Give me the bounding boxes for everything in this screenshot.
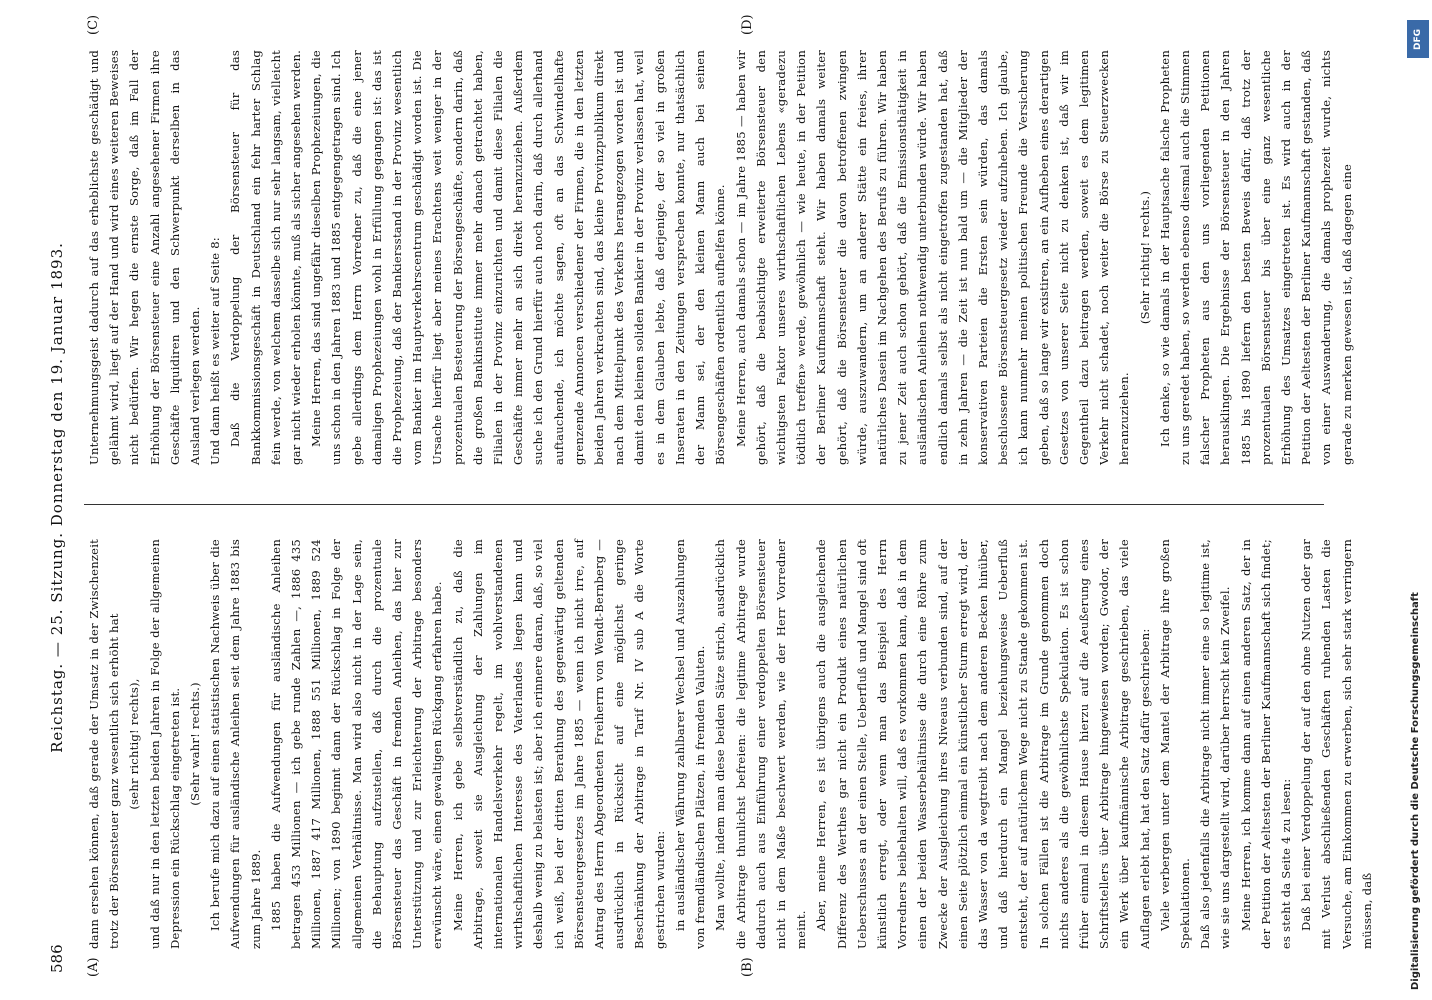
paragraph: Meine Herren, ich gebe selbstverständlich zu, daß die Arbitrage, soweit sie Ausgleichung der Zahlungen im internationalen Handelsverkehr regelt, im wohlverstandenen wirthschaftlichen Interesse des Vaterlandes liegen kann und deshalb wenig zu belasten ist; aber ich erinnere daran, daß, so viel ich weiß, bei der dritten Berathung des gegenwärtig geltenden Börsensteuergesetzes im Jahre 1885 — wenn ich nicht irre, auf Antrag des Herrn Abgeordneten Freiherrn von Wendt-Bernberg — ausdrücklich in Rücksicht auf eine möglichst geringe Beschränkung der Arbitrage in Tarif Nr. IV sub A die Worte gestrichen wurden: [450, 539, 667, 949]
paragraph: (Sehr wahr! rechts.) [188, 682, 203, 806]
left-column [84, 539, 1374, 949]
column-divider [84, 504, 1324, 505]
running-title: Reichstag. — 25. Sitzung. Donnerstag den 19. Januar 1893. [48, 242, 66, 753]
paragraph: Meine Herren, auch damals schon — im Jahre 1885 — haben wir gehört, daß die beabsichtigte erweiterte Börsensteuer den wichtigsten Faktor unseres wirthschaftlichen Lebens «geradezu tödtlich treffen» werde, gewöhnlich — wie heute, in der Petition der Berliner Kaufmannschaft steht. Wir haben damals weiter gehört, daß die Börsensteuer die davon betroffenen zwingen würde, auszuwandern, um an anderer Stätte ein freies, ihrer natürliches Dasein im Nachgehen des Berufs zu führen. Wir haben zu jener Zeit auch schon gehört, daß die Emissionsthätigkeit in ausländischen Anleihen nothwendig unterbunden würde. Wir haben endlich damals selbst als nicht eingetroffen zugestanden hat, daß in zehn Jahren — die Zeit ist nun bald um — die Mitglieder der konservativen Parteien die Ersten sein würden, das damals beschlossene Börsensteuergesetz wieder aufzuheben. Ich glaube, ich kann nunmehr meinen politischen Freunde die Versicherung geben, daß so lange wir existiren, an ein Aufheben eines derartigen Gesetzes von unserer Seite nicht zu denken ist, daß wir im Gegentheil dazu beitragen werden, soweit es dem legitimen Verkehr nicht schadet, noch weiter die Börse zu Steuerzwecken heranzuziehen. [733, 50, 1132, 465]
paragraph: dann ersehen können, daß gerade der Umsatz in der Zwischenzeit trotz der Börsensteuer ganz wesentlich sich erhöht hat [87, 539, 122, 949]
paragraph: Und dann heißt es weiter auf Seite 8: [208, 237, 223, 465]
paragraph: und daß nur in den letzten beiden Jahren in Folge der allgemeinen Depression ein Rückschlag eingetreten ist. [147, 539, 182, 949]
paragraph: Aber, meine Herren, es ist übrigens auch die ausgleichende Differenz des Werthes gar nicht ein Produkt eines natürlichen Ueberschusses an der einen Stelle, Ueberfluß und Mangel sind oft künstlich erregt, oder wenn man das Beispiel des Herrn Vorredners beibehalten will, daß es vorkommen kann, daß in dem einen der beiden Wasserbehältnisse die durch eine Röhre zum Zwecke der Ausgleichung ihres Niveaus verbunden sind, auf der einen Seite plötzlich einmal ein künstlicher Sturm erregt wird, der das Wasser von da wegtreibt nach dem anderen Becken hinüber, und daß hierdurch ein Mangel beziehungsweise Ueberfluß entsteht, der auf natürlichem Wege nicht zu Stande gekommen ist. In solchen Fällen ist die Arbitrage im Grunde genommen doch nichts anderes als die gewöhnlichste Spekulation. Es ist schon früher einmal in diesem Hause hierzu auf die Aeußerung eines Schriftstellers über Arbitrage hingewiesen worden; Gwodor, der ein Werk über kaufmännische Arbitrage geschrieben, das viele Auflagen erlebt hat, hat den Satz dafür geschrieben: [814, 539, 1152, 949]
paragraph: Ich denke, so wie damals in der Hauptsache falsche Propheten zu uns geredet haben, so werden ebenso diesmal auch die Stimmen falscher Propheten aus den uns vorliegenden Petitionen herausklingen. Die Ergebnisse der Börsensteuer in den Jahren 1885 bis 1890 liefern den besten Beweis dafür, daß trotz der prozentualen Börsensteuer bis über eine ganz wesentliche Erhöhung des Umsatzes eingetreten ist. Es wird auch in der Petition der Aeltesten der Berliner Kaufmannschaft gestanden, daß von einer Auswanderung, die damals prophezeit wurde, nichts gerade zu merken gewesen ist, daß dagegen eine [1157, 50, 1354, 465]
page-header [40, 10, 80, 985]
paragraph: Viele verbergen unter dem Mantel der Arbitrage ihre großen Spekulationen. [1157, 539, 1192, 949]
paragraph: Man wollte, indem man diese beiden Sätze strich, ausdrücklich die Arbitrage thunlichst befreien: die legitime Arbitrage wurde dadurch auch aus Einführung einer verdoppelten Börsensteuer nicht in dem Maße beschwert werden, wie der Herr Vorredner meint. [713, 539, 809, 949]
margin-mark-b: (B) [740, 957, 755, 977]
paragraph: Ich berufe mich dazu auf einen statistischen Nachweis über die Aufwendungen für ausländische Anleihen seit dem Jahre 1883 bis zum Jahre 1889. [208, 539, 263, 949]
paragraph: Meine Herren, das sind ungefähr dieselben Prophezeiungen, die uns schon in den Jahren 1883 und 1885 entgegengetragen sind. Ich gebe allerdings dem Herrn Vorredner zu, daß die eine jener damaligen Prophezeiungen wohl in Erfüllung gegangen ist: das ist die Prophezeiung, daß der Bankiersstand in der Provinz wesentlich vom Bankier im Hauptverkehrscentrum geschädigt worden ist. Die Ursache hierfür liegt aber meines Erachtens weit weniger in der prozentualen Besteuerung der Börsengeschäfte, sondern darin, daß die großen Bankinstitute immer mehr danach getrachtet haben, Filialen in der Provinz einzurichten und damit diese Filialen die Geschäfte immer mehr an sich direkt heranzuziehen. Außerdem suche ich den Grund hierfür auch noch darin, daß durch allerhand auftauchende, ich möchte sagen, oft an das Schwindelhafte grenzende Annoncen verschiedener der Firmen, die in den letzten beiden Jahren verkrachten sind, das kleine Provinzpublikum direkt nach dem Mittelpunkt des Verkehrs herangezogen worden ist und damit den kleinen soliden Bankier in der Provinz verlassen hat, weil es in dem Glauben lebte, daß derjenige, der so viel in großen Inseraten in den Zeitungen versprechen konnte, nur thatsächlich der Mann sei, der den kleinen Mann auch bei seinen Börsengeschäften ordentlich aufhelfen könne. [309, 49, 728, 465]
paragraph: (Sehr richtig! rechts.) [1137, 190, 1152, 325]
margin-mark-a: (A) [86, 957, 101, 977]
paragraph: Daß also jedenfalls die Arbitrage nicht immer eine so legitime ist, wie sie uns dargestellt wird, darüber herrscht kein Zweifel. [1198, 539, 1233, 949]
paragraph: Daß bei einer Verdoppelung der auf den ohne Nutzen oder gar mit Verlust abschließenden Geschäften ruhenden Lasten die Versuche, am Einkommen zu erwerben, sich sehr stark verringern müssen, daß [1299, 539, 1374, 949]
margin-mark-d: (D) [740, 14, 755, 35]
paragraph: Meine Herren, ich komme dann auf einen anderen Satz, der in der Petition der Aeltesten der Berliner Kaufmannschaft sich findet; es steht da Seite 4 zu lesen: [1238, 539, 1293, 949]
margin-mark-c: (C) [86, 14, 101, 35]
paragraph: Unternehmungsgeist dadurch auf das erheblichste geschädigt und gelähmt wird, liegt auf der Hand und wird eines weiteren Beweises nicht bedürfen. Wir hegen die ernste Sorge, daß im Fall der Erhöhung der Börsensteuer eine Anzahl angesehener Firmen ihre Geschäfte liquidiren und den Schwerpunkt derselben in das Ausland verlegen werden. [87, 50, 203, 465]
paragraph: Daß die Verdoppelung der Börsensteuer für das Bankkommissionsgeschäft in Deutschland ein fehr harter Schlag fein werde, von welchem dasselbe sich nur sehr langsam, vielleicht gar nicht wieder erholen könnte, muß als sicher angesehen werden. [228, 49, 304, 465]
paragraph: in ausländischer Währung zahlbarer Wechsel und Auszahlungen von fremdländischen Plätzen, in fremden Valuten. [672, 539, 708, 949]
dfg-logo: DFG [1407, 20, 1429, 58]
rotated-page-content [40, 10, 1420, 985]
paragraph: 1885 haben die Aufwendungen für ausländische Anleihen betragen 453 Millionen — ich gebe runde Zahlen —, 1886 435 Millionen, 1887 417 Millionen, 1888 551 Millionen, 1889 524 Millionen; von 1890 beginnt dann der Rückschlag in Folge der allgemeinen Verhältnisse. Man wird also nicht in der Lage sein, die Behauptung aufzustellen, daß durch die prozentuale Börsensteuer das Geschäft in fremden Anleihen, das hier zur Unterstützung und zur Erleichterung der Arbitrage besonders erwünscht wäre, einen gewaltigen Rückgang erfahren habe. [268, 539, 445, 949]
right-column [84, 49, 1354, 465]
digitization-credit: Digitalisierung gefördert durch die Deutsche Forschungsgemeinschaft [1410, 592, 1421, 990]
page-number: 586 [48, 944, 66, 973]
paragraph: (sehr richtig! rechts), [127, 678, 142, 810]
